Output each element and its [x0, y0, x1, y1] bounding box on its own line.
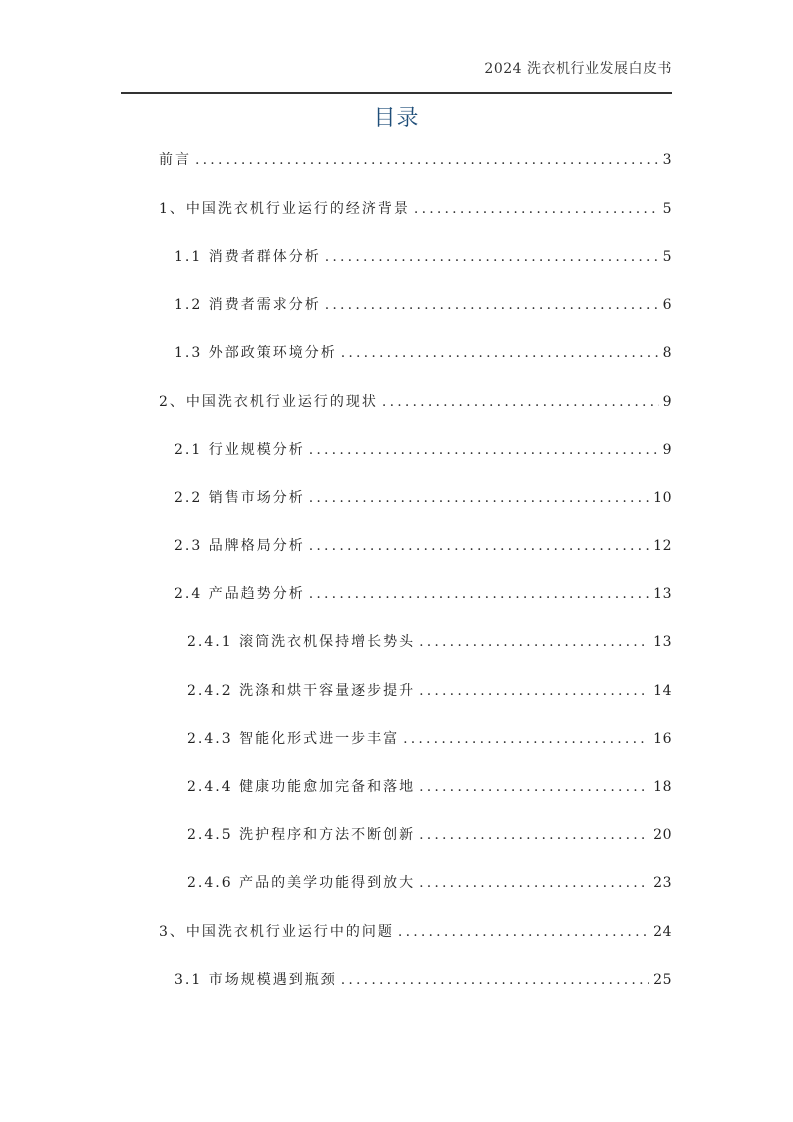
dot-leader: [403, 728, 649, 750]
dot-leader: [341, 969, 649, 991]
toc-entry-section-2-4-4[interactable]: [187, 776, 672, 798]
toc-entry-section-2-2[interactable]: [174, 487, 672, 509]
toc-entry-title: 2.2 销售市场分析: [174, 490, 305, 506]
toc-entry-title: 3、中国洗衣机行业运行中的问题: [159, 924, 394, 940]
toc-entry-chapter-2[interactable]: [159, 391, 672, 413]
toc-entry-section-1-2[interactable]: [174, 294, 672, 316]
toc-entry-page: 10: [653, 490, 672, 506]
dot-leader: [309, 487, 649, 509]
dot-leader: [398, 921, 649, 943]
toc-entry-title: 2.4 产品趋势分析: [174, 586, 305, 602]
dot-leader: [419, 680, 649, 702]
toc-entry-page: 9: [662, 442, 672, 458]
dot-leader: [195, 149, 659, 171]
toc-entry-section-2-4[interactable]: [174, 583, 672, 605]
toc-entry-title: 前言: [159, 152, 191, 168]
toc-entry-title: 2.4.1 滚筒洗衣机保持增长势头: [187, 634, 416, 650]
toc-entry-title: 2.4.3 智能化形式进一步丰富: [187, 731, 400, 747]
toc-entry-page: 13: [653, 634, 672, 650]
toc-entry-title: 1.1 消费者群体分析: [174, 249, 321, 265]
dot-leader: [382, 391, 659, 413]
dot-leader: [419, 872, 649, 894]
dot-leader: [414, 198, 659, 220]
running-header-title: 2024 洗衣机行业发展白皮书: [484, 61, 672, 77]
toc-entry-section-2-4-5[interactable]: [187, 824, 672, 846]
toc-entry-section-1-3[interactable]: [174, 342, 672, 364]
toc-entry-page: 9: [662, 394, 672, 410]
toc-entry-section-2-4-6[interactable]: [187, 872, 672, 894]
toc-entry-chapter-1[interactable]: [159, 198, 672, 220]
dot-leader: [309, 535, 649, 557]
toc-heading: 目录: [373, 106, 420, 131]
toc-entry-page: 18: [653, 779, 672, 795]
toc-entry-page: 8: [662, 345, 672, 361]
dot-leader: [419, 631, 649, 653]
toc-entry-title: 3.1 市场规模遇到瓶颈: [174, 972, 337, 988]
toc-entry-page: 3: [662, 152, 672, 168]
toc-entry-page: 5: [662, 249, 672, 265]
toc-entry-title: 1.3 外部政策环境分析: [174, 345, 337, 361]
toc-entry-section-2-4-3[interactable]: [187, 728, 672, 750]
dot-leader: [309, 439, 659, 461]
dot-leader: [419, 824, 649, 846]
toc-entry-title: 2.4.4 健康功能愈加完备和落地: [187, 779, 416, 795]
toc-entry-title: 2.4.2 洗涤和烘干容量逐步提升: [187, 683, 416, 699]
toc-entry-section-1-1[interactable]: [174, 246, 672, 268]
toc-entry-section-2-3[interactable]: [174, 535, 672, 557]
toc-entry-preface[interactable]: [159, 149, 672, 171]
toc-entry-title: 1、中国洗衣机行业运行的经济背景: [159, 201, 410, 217]
toc-entry-chapter-3[interactable]: [159, 921, 672, 943]
toc-entry-page: 24: [653, 924, 672, 940]
toc-entry-page: 5: [662, 201, 672, 217]
toc-entry-title: 2.1 行业规模分析: [174, 442, 305, 458]
toc-entry-page: 6: [662, 297, 672, 313]
toc-entry-section-2-4-1[interactable]: [187, 631, 672, 653]
toc-entry-page: 14: [653, 683, 672, 699]
toc-entry-page: 23: [653, 875, 672, 891]
toc-entry-title: 2.4.5 洗护程序和方法不断创新: [187, 827, 416, 843]
toc-entry-title: 1.2 消费者需求分析: [174, 297, 321, 313]
dot-leader: [325, 294, 659, 316]
toc-entry-page: 25: [653, 972, 672, 988]
toc-entry-page: 13: [653, 586, 672, 602]
toc-entry-page: 16: [653, 731, 672, 747]
dot-leader: [341, 342, 659, 364]
dot-leader: [419, 776, 649, 798]
toc-entry-section-2-1[interactable]: [174, 439, 672, 461]
toc-entry-title: 2.4.6 产品的美学功能得到放大: [187, 875, 416, 891]
toc-entry-section-3-1[interactable]: [174, 969, 672, 991]
dot-leader: [325, 246, 659, 268]
toc-entry-section-2-4-2[interactable]: [187, 680, 672, 702]
dot-leader: [309, 583, 649, 605]
toc-entry-page: 12: [653, 538, 672, 554]
toc-entry-page: 20: [653, 827, 672, 843]
toc-entry-title: 2、中国洗衣机行业运行的现状: [159, 394, 378, 410]
toc-entry-title: 2.3 品牌格局分析: [174, 538, 305, 554]
